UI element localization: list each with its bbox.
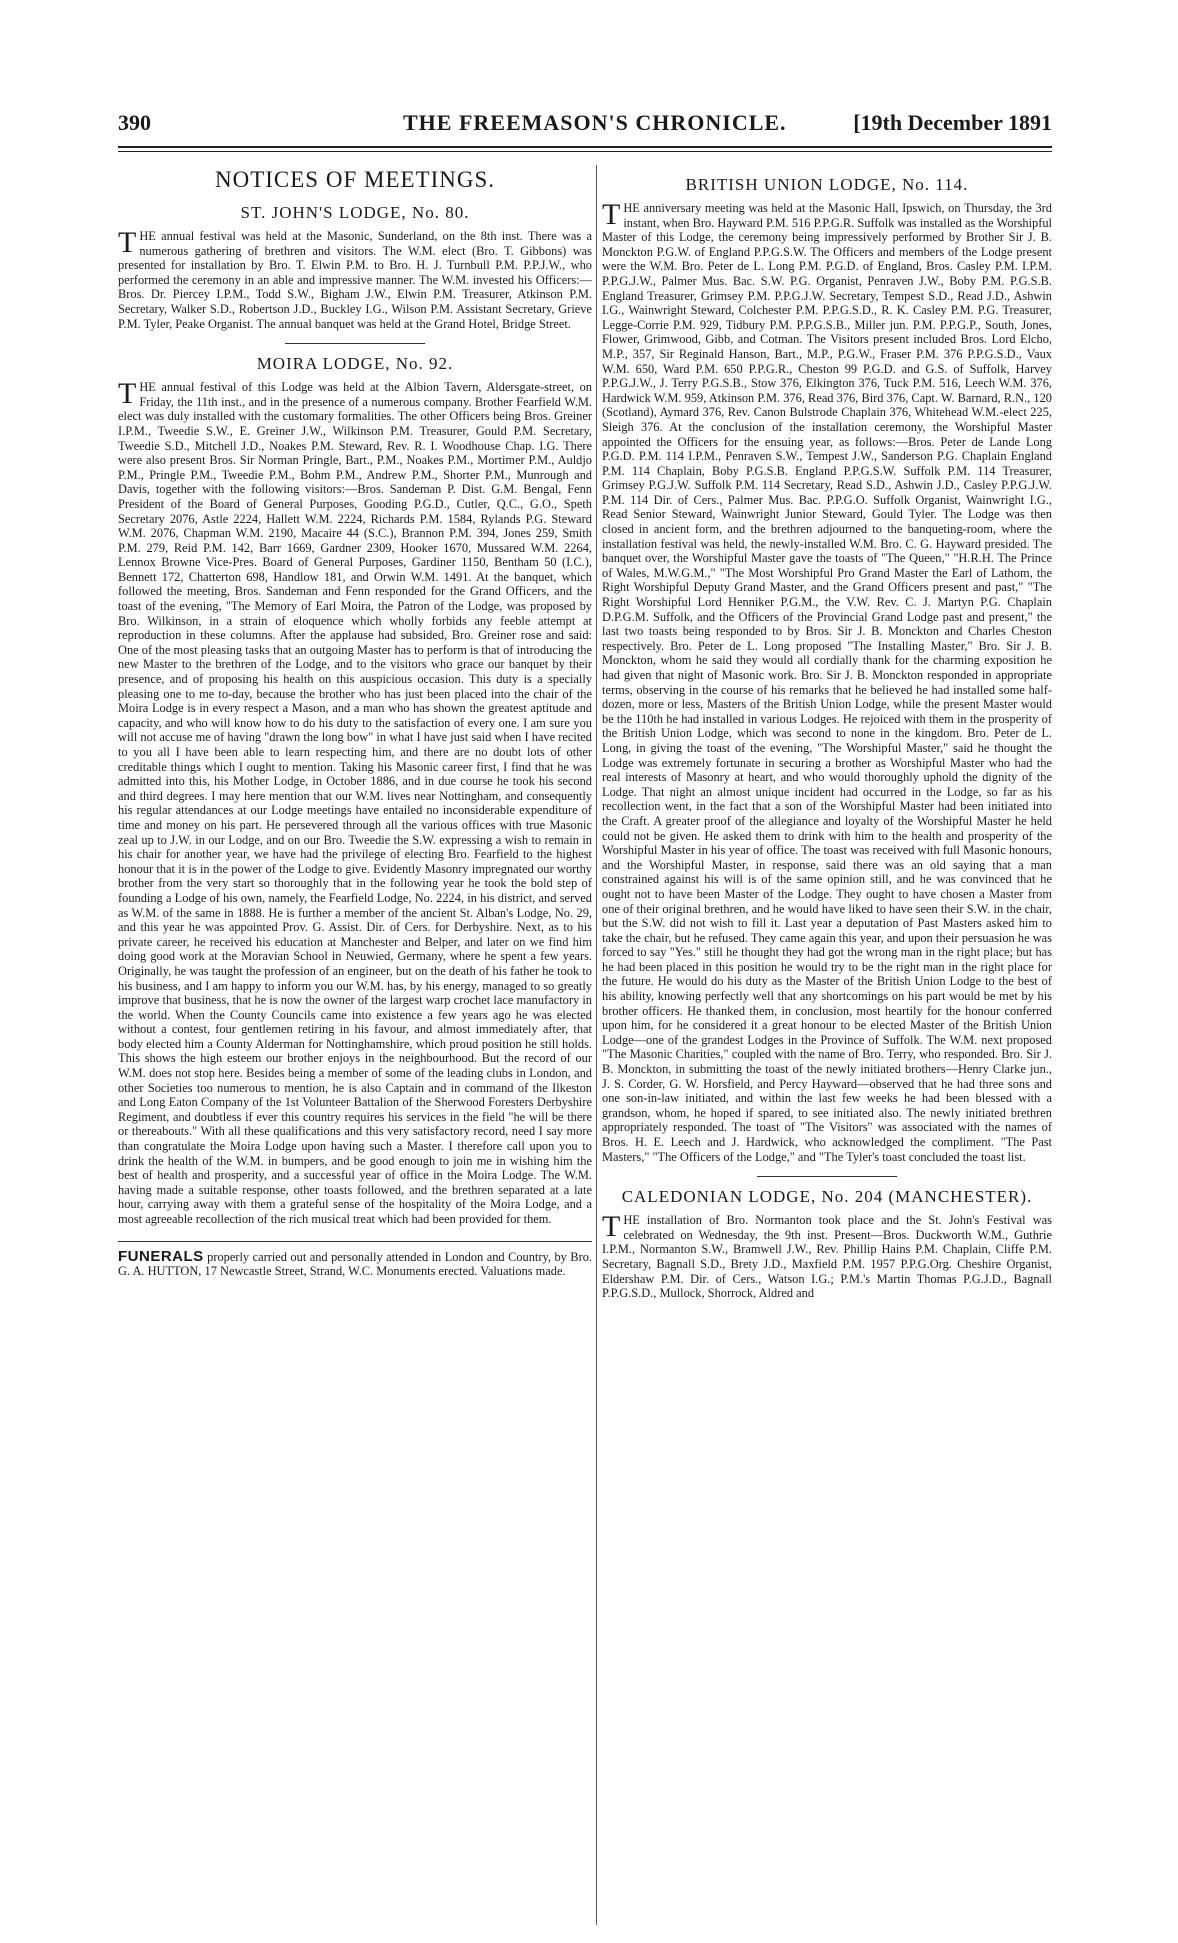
article-body: HE annual festival of this Lodge was held at the Albion Tavern, Aldersgate-street, on Friday, the 11th inst., and in the presence of a numerous company. Brother Fearfield W.M. elect was duly installed with the customary formalities. The other Officers being Bros. Greiner I.P.M., Tweedie S.W., E. Greiner J.W., Wilkinson P.M. Treasurer, Gould P.M. Secretary, Tweedie S.D., Mitchell J.D., Noakes P.M. Steward, Rev. R. I. Woodhouse Chap. I.G. There were also present Bros. Sir Norman Pringle, Bart., P.M., Noakes P.M., Mortimer P.M., Auldjo P.M., Pringle P.M., Tweedie P.M., Bohm P.M., Andrew P.M., Shorter P.M., Munrough and Davis, together with the following visitors:—Bros. Sandeman P. Dist. G.M. Bengal, Fenn President of the Board of General Purposes, Gooding P.G.D., Cutler, Q.C., G.O., Speth Secretary 2076, Astle 2224, Hallett W.M. 2224, Richards P.M. 1584, Rylands P.G. Steward W.M. 2076, Chapman W.M. 2190, Macaire 44 (S.C.), Brannon P.M. 394, Jones 259, Smith P.M. 279, Reid P.M. 142, Barr 1669, Gardner 2309, Hooker 1670, Mussared W.M. 2264, Lennox Browne Vice-Pres. Board of General Purposes, Gardiner 1150, Bentham 50 (I.C.), Bennett 172, Chatterton 698, Handlow 181, and Orwin W.M. 1491. At the banquet, which followed the meeting, Bros. Sandeman and Fenn responded for the Grand Officers, and the toast of the evening, "The Memory of Earl Moira, the Patron of the Lodge, was proposed by Bro. Wilkinson, in a strain of eloquence which wholly forbids any feeble attempt at reproduction in these columns. After the applause had subsided, Bro. Greiner rose and said: One of the most pleasing tasks that an outgoing Master has to perform is that of introducing the new Master to the brethren of the Lodge, and to the visitors who grace our banquet by their presence, and of proposing his health on this auspicious occasion. This duty is a specially pleasing one to me to-day, because the brother who has just been placed into the chair of the Moira Lodge is in every respect a Mason, and a man who has shown the greatest aptitude and capacity, and who will know how to do his duty to the satisfaction of every one. I am sure you will not accuse me of having "drawn the long bow" in what I have just said when I have recited to you all I have been able to learn respecting him, and there are no doubt lots of other creditable things which I ought to mention. Taking his Masonic career first, I find that he was admitted into this, his Mother Lodge, in October 1886, and in due course he took his second and third degrees. I may here mention that our W.M. lives near Nottingham, and consequently his regular attendances at our Lodge meetings have entailed no inconsiderable expenditure of time and money on his part. He persevered through all the various offices with true Masonic zeal up to J.W. in our Lodge, and on our Bro. Tweedie the S.W. expressing a wish to remain in his chair for another year, we have had the privilege of electing Bro. Fearfield to the highest honour that it is in the power of the Lodge to give. Evidently Masonry impregnated our worthy brother from the very start so thoroughly that in the following year he took the bold step of founding a Lodge of his own, namely, the Fearfield Lodge, No. 2224, in his district, and served as W.M. of the same in 1888. He is further a member of the ancient St. Alban's Lodge, No. 29, and this year he was appointed Prov. G. Assist. Dir. of Cers. for Derbyshire. Next, as to his private career, he received his education at Manchester and Belper, and later on we find him doing good work at the Moravian School in Neuwied, Germany, where he spent a few years. Originally, he was taught the profession of an engineer, but on the death of his father he took to his business, and I am happy to inform you our W.M. has, by his energy, managed to so greatly improve that business, that he is now the owner of the largest warp crochet lace manufactory in the world. When the County Councils came into existence a few years ago he was elected without a contest, four gentlemen retiring in his favour, and almost immediately after, that body elected him a County Alderman for Nottinghamshire, which proud position he still holds. This shows the high esteem our brother enjoys in the neighbourhood. But the record of our W.M. does not stop here. Besides being a member of some of the leading clubs in London, and other Societies too numerous to mention, he is also Captain and in command of the Ilkeston and Long Eaton Company of the 1st Volunteer Battalion of the Sherwood Foresters Derbyshire Regiment, and doubtless if ever this country requires his services in the field "he will be there or thereabouts." With all these qualifications and this very satisfactory record, need I say more than congratulate the Moira Lodge upon having such a Master. I therefore call upon you to drink the health of the W.M. in bumpers, and be good enough to join me in wishing him the best of health and prosperity, and a successful year of office in the Moira Lodge. The W.M. having made a suitable response, other toasts followed, and the brethren separated at a late hour, carrying away with them a grateful sense of the hospitality of the Moira Lodge, and a most agreeable recollection of the rich musical treat which had been provided for them. [118, 380, 592, 1226]
column-divider [596, 165, 597, 1925]
issue-date: [19th December 1891 [853, 110, 1052, 135]
page-number: 390 [118, 110, 151, 135]
lodge-title-st-johns: ST. JOHN'S LODGE, No. 80. [240, 203, 470, 222]
dropcap: T [118, 226, 137, 259]
lodge-title-british-union: BRITISH UNION LODGE, No. 114. [685, 175, 969, 194]
article-st-johns [118, 226, 592, 331]
funerals-advertisement [118, 1241, 592, 1279]
publication-title: THE FREEMASON'S CHRONICLE. [403, 110, 787, 135]
article-body: HE annual festival was held at the Masonic, Sunderland, on the 8th inst. There was a numerous gathering of brethren and visitors. The W.M. elect (Bro. T. Gibbons) was presented for installation by Bro. T. Elwin P.M. to Bro. H. J. Turnbull P.M. P.P.J.W., who performed the ceremony in an able and impressive manner. The W.M. invested his Officers:—Bros. Dr. Piercey I.P.M., Todd S.W., Bigham J.W., Elwin P.M. Treasurer, Atkinson P.M. Secretary, Walker S.D., Robertson J.D., Buckley I.G., Wilson P.M. Assistant Secretary, Grieve P.M. Tyler, Peake Organist. The annual banquet was held at the Grand Hotel, Bridge Street. [118, 229, 592, 331]
dropcap: T [118, 377, 137, 411]
page-header [118, 110, 1052, 142]
lodge-title-moira: MOIRA LODGE, No. 92. [256, 354, 454, 374]
funerals-word: FUNERALS [118, 1247, 204, 1265]
article-moira [118, 377, 592, 1226]
funerals-body: properly carried out and personally attended in London and Country, by Bro. G. A. HUTTON, 17 Newcastle Street, Strand, W.C. Monuments erected. Valuations made. [118, 1249, 592, 1279]
section-heading: NOTICES OF MEETINGS. [214, 167, 496, 192]
article-caledonian [602, 1210, 1052, 1301]
article-separator [285, 343, 425, 344]
article-body: HE anniversary meeting was held at the Masonic Hall, Ipswich, on Thursday, the 3rd instant, when Bro. Hayward P.M. 516 P.P.G.R. Suffolk was installed as the Worshipful Master of this Lodge, the ceremony being impressively performed by Brother Sir J. B. Monckton P.G.W. of England P.P.G.S.W. The Officers and members of the Lodge present were the W.M. Bro. Peter de L. Long P.M. P.G.D. of England, Bros. Casley P.M. I.P.M. P.P.G.J.W., Palmer Mus. Bac. S.W. P.G. Organist, Penraven J.W., Boby P.M. P.G.S.B. England Treasurer, Grimsey P.M. P.P.G.J.W. Secretary, Tempest S.D., Read J.D., Ashwin I.G., Wainwright Steward, Colchester P.M. P.P.G.S.D., R. K. Casley P.M. P.G. Treasurer, Legge-Corrie P.M. 929, Tidbury P.M. P.P.G.S.B., Miller jun. P.M. P.P.G.P., South, Jones, Flower, Grimwood, Gibb, and Cotman. The Visitors present included Bros. Lord Elcho, M.P., 357, Sir Reginald Hanson, Bart., M.P., P.G.W., Fraser P.M. 376 P.P.G.S.D., Vaux W.M. 650, Ward P.M. 650 P.P.G.R., Cheston 99 P.G.D. and G.S. of Suffolk, Harvey P.P.G.J.W., J. Terry P.G.S.B., Stow 376, Elkington 376, Tuck P.M. 516, Leech W.M. 376, Hardwick W.M. 959, Atkinson P.M. 376, Read 376, Bird 376, Capt. W. Barnard, R.N., 120 (Scotland), Aymard 376, Rev. Canon Bulstrode Chaplain 376, Whitehead W.M.-elect 225, Sleigh 376. At the conclusion of the installation ceremony, the Worshipful Master appointed the Officers for the ensuing year, as follows:—Bros. Peter de Lande Long P.G.D. P.M. 114 I.P.M., Penraven S.W., Tempest J.W., Sanderson P.G. Chaplain England P.M. 114 Chaplain, Boby P.G.S.B. England P.P.G.S.W. Suffolk P.M. 114 Treasurer, Grimsey P.G.J.W. Suffolk P.M. 114 Secretary, Read S.D., Ashwin J.D., Casley P.P.G.J.W. P.M. 114 Dir. of Cers., Palmer Mus. Bac. P.P.G.O. Suffolk Organist, Wainwright I.G., Read Senior Steward, Wainwright Junior Steward, Gould Tyler. The Lodge was then closed in ancient form, and the brethren adjourned to the banqueting-room, where the installation festival was held, the newly-installed W.M. Bro. C. G. Hayward presided. The banquet over, the Worshipful Master gave the toasts of "The Queen," "H.R.H. The Prince of Wales, M.W.G.M.," "The Most Worshipful Pro Grand Master the Earl of Lathom, the Right Worshipful Deputy Grand Master, and the Grand Officers present and past," "The Right Worshipful Lord Henniker P.G.M., the V.W. Rev. C. J. Martyn P.G. Chaplain D.P.G.M. Suffolk, and the Officers of the Provincial Grand Lodge past and present," the last two toasts being responded to by Bros. Sir J. B. Monckton and Charles Cheston respectively. Bro. Peter de L. Long proposed "The Installing Master," Bro. Sir J. B. Monckton, whom he said they would all cordially thank for the charming exposition he had given that night of Masonic work. Bro. Sir J. B. Monckton responded in appropriate terms, observing in the course of his remarks that he believed he had installed some half-dozen, more or less, Masters of the British Union Lodge, while the present Master would be the 110th he had installed in various Lodges. He rejoiced with them in the prosperity of the British Union Lodge, which was second to none in the kingdom. Bro. Peter de L. Long, in giving the toast of the evening, "The Worshipful Master," said he thought the Lodge was extremely fortunate in securing a brother as Worshipful Master who had the real interests of Masonry at heart, and who would thoroughly uphold the dignity of the Lodge. That night an almost unique incident had occurred in the Lodge, so far as his recollection went, in the fact that a son of the Worshipful Master had been initiated into the Craft. A greater proof of the allegiance and loyalty of the Worshipful Master he held could not be given. He asked them to drink with him to the health and prosperity of the Worshipful Master in his year of office. The toast was received with full Masonic honours, and the Worshipful Master, in response, said there was an old saying that a man constrained against his will is of the same opinion still, and he was convinced that he ought not to have been Master of the Lodge. They ought to have chosen a Master from one of their original brethren, and he would have liked to have seen their S.W. in the chair, but the S.W. did not wish to fill it. Last year a deputation of Past Masters asked him to take the chair, but he refused. They came again this year, and upon their persuasion he was forced to say "Yes." still he thought they had got the wrong man in the right place; but has he had been placed in this position he would try to be the right man in the right place for the future. He would do his duty as the Master of the British Union Lodge to the best of his ability, knowing perfectly well that any shortcomings on his part would be met by his brother officers. He thanked them, in conclusion, most heartily for the honour conferred upon him, for he considered it a great honour to be elected Master of the British Union Lodge—one of the grandest Lodges in the Province of Suffolk. The W.M. next proposed "The Masonic Charities," coupled with the name of Bro. Terry, who responded. Bro. Sir J. B. Monckton, in submitting the toast of the newly initiated brothers—Henry Clarke jun., J. S. Corder, G. W. Horsfield, and Percy Hayward—observed that he had three sons and one son-in-law initiated, and within the last few weeks he had been blessed with a grandson, whom, he hoped if spared, to see initiated also. The newly initiated brethren appropriately responded. The toast of "The Visitors" was associated with the names of Bros. H. E. Leech and J. Hardwick, who acknowledged the compliment. "The Past Masters," "The Officers of the Lodge," and "The Tyler's toast concluded the toast list. [602, 201, 1052, 1164]
lodge-title-caledonian: CALEDONIAN LODGE, No. 204 (MANCHESTER). [621, 1187, 1033, 1207]
right-column [602, 165, 1052, 1925]
article-british-union [602, 198, 1052, 1164]
left-column [118, 165, 592, 1925]
dropcap: T [602, 1210, 621, 1244]
header-rule [118, 146, 1052, 148]
header-rule-thin [118, 151, 1052, 152]
article-separator [757, 1176, 897, 1177]
dropcap: T [602, 198, 621, 231]
article-body: HE installation of Bro. Normanton took place and the St. John's Festival was celebrated on Wednesday, the 9th inst. Present—Bros. Duckworth W.M., Guthrie I.P.M., Normanton S.W., Bramwell J.W., Rev. Phillip Hains P.M. Chaplain, Cliffe P.M. Secretary, Bagnall S.D., Brety J.D., Maxfield P.M. 1957 P.P.G.Org. Cheshire Organist, Eldershaw P.M. Dir. of Cers., Watson I.G.; P.M.'s Martin Thomas P.G.J.D., Bagnall P.P.G.S.D., Mullock, Shorrock, Aldred and [602, 1213, 1052, 1301]
